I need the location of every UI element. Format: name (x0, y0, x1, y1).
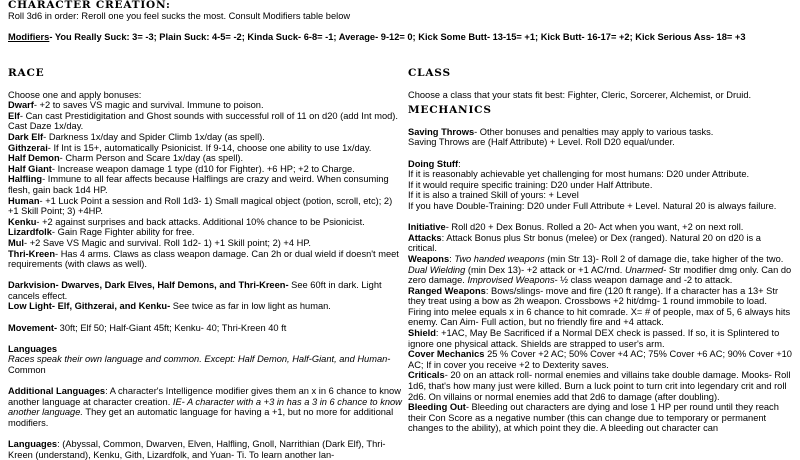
right-column (408, 68, 792, 434)
class-text: Choose a class that your stats fit best: Fighter, Cleric, Sorcerer, Alchemist, or Druid. (408, 89, 752, 100)
languages-list: Languages: (Abyssal, Common, Dwarven, Elven, Halfling, Gnoll, Narrithian (Dark Elf), Thri-Kreen (understand), Kenku, Gith, Lizardfolk, and Yuan- Ti. To learn another lan- (8, 439, 386, 460)
character-creation-heading: CHARACTER CREATION: (8, 0, 171, 11)
race-entry: Dwarf- +2 to saves VS magic and survival. Immune to poison. (8, 100, 264, 111)
cover-rule: Cover Mechanics 25 % Cover +2 AC; 50% Cover +4 AC; 75% Cover +6 AC; 90% Cover +10 AC; If in cover you receive +2 to Dexterity saves. (408, 349, 792, 370)
mechanics-heading: MECHANICS (408, 104, 492, 117)
doing-stuff-line: If it is also a trained Skill of yours: + Level (408, 190, 579, 201)
race-entry: Githzerai- If Int is 15+, automatically Psionicist. If 9-14, choose one ability to use 1x/day. (8, 142, 372, 153)
initiative-rule: Initiative- Roll d20 + Dex Bonus. Rolled a 20- Act when you want, +2 on next roll. (408, 222, 744, 233)
attacks-rule: Attacks: Attack Bonus plus Str bonus (melee) or Dex (ranged). Natural 20 on d20 is a critical. (408, 232, 761, 254)
class-heading: CLASS (408, 67, 451, 79)
doing-stuff-label: Doing Stuff: (408, 158, 461, 169)
lowlight-rule: Low Light- Elf, Githzerai, and Kenku- See twice as far in low light as human. (8, 301, 331, 312)
left-column (8, 68, 403, 460)
race-entry: Human- +1 Luck Point a session and Roll 1d3- 1) Small magical object (potion, scroll, etc); 2) +1 Skill Point; 3) +4HP. (8, 195, 393, 217)
criticals-rule: Criticals- 20 on an attack roll- normal enemies and villains take double damage. Mooks- Roll 1d6, that's how many just were killed. Burn a luck point to turn crit into legendary crit and roll 2d6. On villains or normal enemies add that 2d6 to damage (after doubling). (408, 370, 791, 402)
race-entry: Dark Elf- Darkness 1x/day and Spider Climb 1x/day (as spell). (8, 131, 265, 142)
race-entry: Kenku- +2 against surprises and back attacks. Additional 10% chance to be Psionicist. (8, 216, 365, 227)
race-heading: RACE (8, 67, 45, 79)
saving-throws-detail: Saving Throws are (Half Attribute) + Level. Roll D20 equal/under. (408, 137, 675, 148)
race-intro: Choose one and apply bonuses: (8, 89, 142, 100)
race-entry: Thri-Kreen- Has 4 arms. Claws as class weapon damage. Can 2h or dual wield if doesn't meet requirements (with claws as well). (8, 248, 399, 270)
bleeding-out-rule: Bleeding Out- Bleeding out characters are dying and lose 1 HP per round until they reach their Con Score as a negative number (this can change due to temporary or permanent changes to the ability), at which point they die. A bleeding out character can (408, 402, 779, 434)
weapons-rule: Weapons: Two handed weapons (min Str 13)- Roll 2 of damage die, take higher of the two. Dual Wielding (min Dex 13)- +2 attack or +1 AC/rnd. Unarmed- Str modifier dmg only. Can do zero damage. Improvised Weapons- ½ class weapon damage and -2 to attack. (408, 253, 792, 286)
race-entry: Lizardfolk- Gain Rage Fighter ability for free. (8, 227, 195, 238)
saving-throws-rule: Saving Throws- Other bonuses and penalties may apply to various tasks. (408, 126, 714, 137)
movement-rule: Movement- 30ft; Elf 50; Half-Giant 45ft; Kenku- 40; Thri-Kreen 40 ft (8, 322, 287, 333)
character-creation-section (8, 0, 792, 42)
languages-rule: Races speak their own language and common. Except: Half Demon, Half-Giant, and Human- Common (8, 354, 391, 376)
darkvision-rule: Darkvision- Dwarves, Dark Elves, Half Demons, and Thri-Kreen- See 60ft in dark. Light cancels effect. (8, 280, 382, 301)
modifiers-table (8, 32, 792, 43)
race-list (8, 100, 403, 270)
race-entry: Halfling- Immune to all fear affects because Halflings are crazy and weird. When consuming flesh, gain back 1d4 HP. (8, 174, 389, 195)
race-entry: Half Giant- Increase weapon damage 1 type (d10 for Fighter). +6 HP; +2 to Charge. (8, 163, 355, 174)
doing-stuff-line: If it is reasonably achievable yet challenging for most humans: D20 under Attribute. (408, 169, 750, 180)
ranged-weapons-rule: Ranged Weapons: Bows/slings- move and fire (120 ft range). If a character has a 13+ Str they treat using a bow as 2h weapon. Crossbows +2 hit/dmg- 1 round immobile to load. Firing into melee equals x in 6 chance to hit comrade. X= # of people, max of 5, 6 always hits enemy. Can Aim- Full action, but no friendly fire and +4 attack. (408, 285, 791, 328)
race-entry: Mul- +2 Save VS Magic and survival. Roll 1d2- 1) +1 Skill point; 2) +4 HP. (8, 237, 311, 248)
shield-rule: Shield: +1AC, May Be Sacrificed if a Normal DEX check is passed. If so, it is Splintered to ignore one physical attack. Shields are strapped to user's arm. (408, 328, 780, 349)
additional-languages-rule: Additional Languages: A character's Intelligence modifier gives them an x in 6 chance to know another language at character creation. IE- A character with a +3 in has a 3 in 6 chance to know another language. They get an automatic language for having a +1, but no more for additional modifiers. (8, 386, 402, 428)
roll-instruction: Roll 3d6 in order: Reroll one you feel sucks the most. Consult Modifiers table below (8, 10, 351, 21)
race-entry: Half Demon- Charm Person and Scare 1x/day (as spell). (8, 153, 244, 164)
languages-label: Languages (8, 343, 58, 354)
doing-stuff-line: If it would require specific training: D20 under Half Attribute. (408, 179, 653, 190)
modifiers-label: Modifiers (8, 31, 50, 42)
modifiers-text: - You Really Suck: 3= -3; Plain Suck: 4-5= -2; Kinda Suck- 6-8= -1; Average- 9-12= 0; Kick Some Butt- 13-15= +1; Kick Butt- 16-17= +2; Kick Serious Ass- 18= +3 (49, 31, 746, 42)
race-entry: Elf- Can cast Prestidigitation and Ghost sounds with successful roll of 11 on d20 (add Int mod). Cast Daze 1x/day. (8, 110, 398, 132)
doing-stuff-line: If you have Double-Training: D20 under Full Attribute + Level. Natural 20 is always failure. (408, 200, 777, 211)
